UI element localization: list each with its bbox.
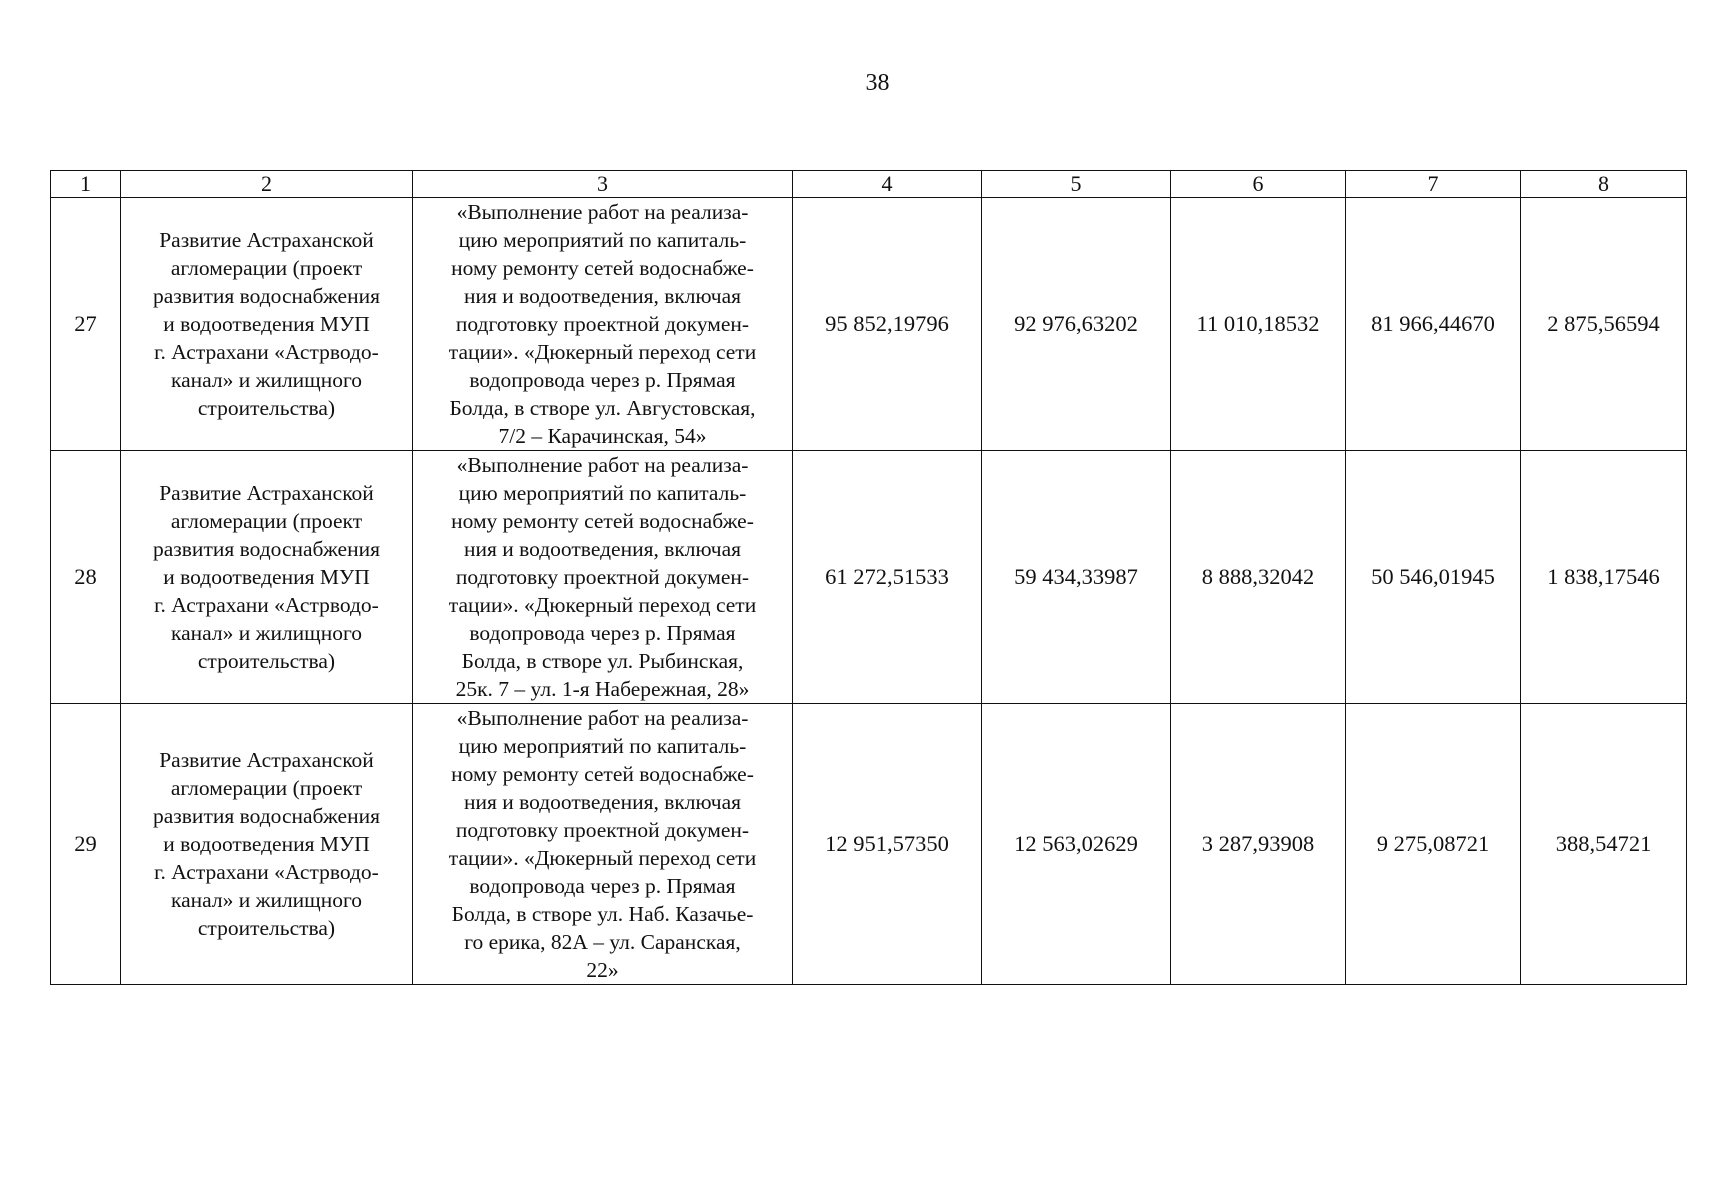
work-description-line: цию мероприятий по капиталь- bbox=[458, 481, 747, 505]
project-name-line: развития водоснабжения bbox=[153, 537, 380, 561]
project-name-line: развития водоснабжения bbox=[153, 804, 380, 828]
work-description-line: Болда, в створе ул. Рыбинская, bbox=[461, 649, 744, 673]
work-description-cell bbox=[413, 198, 793, 451]
column-number: 6 bbox=[1171, 171, 1346, 198]
amount-col6: 11 010,18532 bbox=[1171, 198, 1346, 451]
amount-col4: 12 951,57350 bbox=[793, 704, 982, 985]
work-description-line: «Выполнение работ на реализа- bbox=[456, 200, 749, 224]
work-description-line: цию мероприятий по капиталь- bbox=[458, 734, 747, 758]
row-number: 29 bbox=[51, 704, 121, 985]
amount-col4: 61 272,51533 bbox=[793, 451, 982, 704]
work-description-line: ния и водоотведения, включая bbox=[463, 284, 742, 308]
amount-col8: 1 838,17546 bbox=[1521, 451, 1687, 704]
work-description-line: ному ремонту сетей водоснабже- bbox=[451, 762, 754, 786]
project-name-line: канал» и жилищного bbox=[170, 368, 363, 392]
amount-col5: 92 976,63202 bbox=[982, 198, 1171, 451]
work-description-line: водопровода через р. Прямая bbox=[469, 874, 736, 898]
project-name-line: строительства) bbox=[197, 649, 336, 673]
amount-col5: 59 434,33987 bbox=[982, 451, 1171, 704]
project-name-cell bbox=[121, 198, 413, 451]
amount-col6: 8 888,32042 bbox=[1171, 451, 1346, 704]
project-name-line: и водоотведения МУП bbox=[163, 312, 370, 336]
work-description-cell bbox=[413, 704, 793, 985]
work-description-line: 25к. 7 – ул. 1-я Набережная, 28» bbox=[455, 677, 750, 701]
amount-col8: 2 875,56594 bbox=[1521, 198, 1687, 451]
work-description-line: подготовку проектной докумен- bbox=[455, 312, 750, 336]
amount-col7: 81 966,44670 bbox=[1346, 198, 1521, 451]
data-table bbox=[50, 170, 1687, 985]
project-name-line: г. Астрахани «Астрводо- bbox=[154, 593, 379, 617]
project-name-line: агломерации (проект bbox=[170, 256, 363, 280]
amount-col6: 3 287,93908 bbox=[1171, 704, 1346, 985]
project-name-line: и водоотведения МУП bbox=[163, 832, 370, 856]
column-number: 3 bbox=[413, 171, 793, 198]
column-number: 1 bbox=[51, 171, 121, 198]
project-name-line: Развитие Астраханской bbox=[159, 481, 374, 505]
project-name-line: строительства) bbox=[197, 916, 336, 940]
work-description-line: Болда, в створе ул. Наб. Казачье- bbox=[451, 902, 754, 926]
table-row bbox=[51, 451, 1687, 704]
work-description-line: подготовку проектной докумен- bbox=[455, 565, 750, 589]
work-description-line: го ерика, 82А – ул. Саранская, bbox=[464, 930, 741, 954]
project-name-line: Развитие Астраханской bbox=[159, 748, 374, 772]
work-description-line: ному ремонту сетей водоснабже- bbox=[451, 509, 754, 533]
column-number: 4 bbox=[793, 171, 982, 198]
work-description-line: Болда, в створе ул. Августовская, bbox=[449, 396, 756, 420]
project-name-line: агломерации (проект bbox=[170, 509, 363, 533]
work-description-line: тации». «Дюкерный переход сети bbox=[448, 593, 757, 617]
work-description-line: тации». «Дюкерный переход сети bbox=[448, 340, 757, 364]
column-number: 2 bbox=[121, 171, 413, 198]
work-description-line: цию мероприятий по капиталь- bbox=[458, 228, 747, 252]
column-number: 8 bbox=[1521, 171, 1687, 198]
project-name-line: строительства) bbox=[197, 396, 336, 420]
project-name-cell bbox=[121, 451, 413, 704]
project-name-line: г. Астрахани «Астрводо- bbox=[154, 340, 379, 364]
work-description-line: тации». «Дюкерный переход сети bbox=[448, 846, 757, 870]
table-row bbox=[51, 704, 1687, 985]
column-number: 5 bbox=[982, 171, 1171, 198]
project-name-line: канал» и жилищного bbox=[170, 888, 363, 912]
column-number: 7 bbox=[1346, 171, 1521, 198]
work-description-line: подготовку проектной докумен- bbox=[455, 818, 750, 842]
amount-col7: 50 546,01945 bbox=[1346, 451, 1521, 704]
project-name-line: развития водоснабжения bbox=[153, 284, 380, 308]
row-number: 27 bbox=[51, 198, 121, 451]
work-description-line: «Выполнение работ на реализа- bbox=[456, 453, 749, 477]
project-name-line: г. Астрахани «Астрводо- bbox=[154, 860, 379, 884]
work-description-line: ния и водоотведения, включая bbox=[463, 537, 742, 561]
project-name-line: агломерации (проект bbox=[170, 776, 363, 800]
work-description-line: водопровода через р. Прямая bbox=[469, 368, 736, 392]
page-number: 38 bbox=[865, 70, 890, 96]
project-name-line: канал» и жилищного bbox=[170, 621, 363, 645]
column-number-row bbox=[51, 171, 1687, 198]
project-name-line: и водоотведения МУП bbox=[163, 565, 370, 589]
work-description-cell bbox=[413, 451, 793, 704]
project-name-cell bbox=[121, 704, 413, 985]
work-description-line: 22» bbox=[586, 958, 619, 982]
table-row bbox=[51, 198, 1687, 451]
amount-col7: 9 275,08721 bbox=[1346, 704, 1521, 985]
work-description-line: водопровода через р. Прямая bbox=[469, 621, 736, 645]
amount-col4: 95 852,19796 bbox=[793, 198, 982, 451]
amount-col5: 12 563,02629 bbox=[982, 704, 1171, 985]
work-description-line: ному ремонту сетей водоснабже- bbox=[451, 256, 754, 280]
work-description-line: «Выполнение работ на реализа- bbox=[456, 706, 749, 730]
row-number: 28 bbox=[51, 451, 121, 704]
work-description-line: ния и водоотведения, включая bbox=[463, 790, 742, 814]
amount-col8: 388,54721 bbox=[1521, 704, 1687, 985]
project-name-line: Развитие Астраханской bbox=[159, 228, 374, 252]
work-description-line: 7/2 – Карачинская, 54» bbox=[498, 424, 707, 448]
